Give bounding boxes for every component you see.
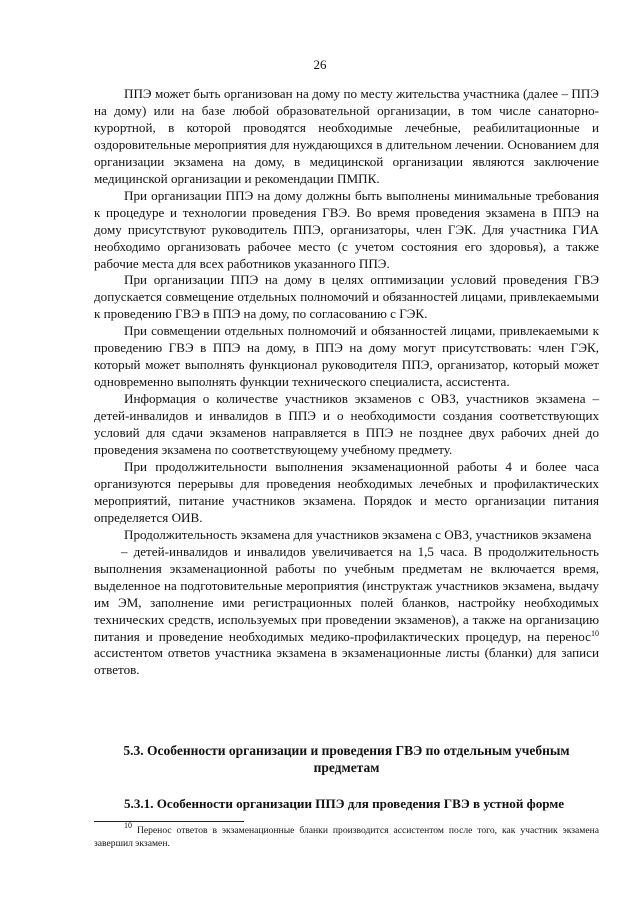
footnote-reference: 10 [591, 628, 599, 638]
paragraph-home-exam-location: ППЭ может быть организован на дому по месту жительства участника (далее – ППЭ на дому) или на базе любой образовательной организации, в том числе санаторно-курортной, в которой проводятся необходимые лечебные, реабилитационные и оздоровительные мероприятия для нуждающихся в длительном лечении. Основанием для организации экзамена на дому, в медицинской организации являются заключение медицинской организации и рекомендации ПМПК. [94, 86, 599, 186]
body-text [94, 86, 599, 679]
footnote-divider [94, 821, 244, 822]
footnote-number: 10 [124, 821, 132, 830]
paragraph-combined-roles: При совмещении отдельных полномочий и обязанностей лицами, привлекаемыми к проведению ГВЭ в ППЭ на дому, в ППЭ на дому могут присутствовать: член ГЭК, который может выполнять функционал руководителя ППЭ, организатор, который может одновременно выполнять функции технического специалиста, ассистента. [94, 323, 599, 390]
paragraph-duration-extension [94, 544, 599, 680]
paragraph-minimum-requirements: При организации ППЭ на дому должны быть выполнены минимальные требования к процедуре и технологии проведения ГВЭ. Во время проведения экзамена в ППЭ на дому присутствуют руководитель ППЭ, организаторы, член ГЭК. Для участника ГИА необходимо организовать рабочее место (с учетом состояния его здоровья), а также рабочие места для всех работников указанного ППЭ. [94, 187, 599, 271]
paragraph-breaks-and-meals: При продолжительности выполнения экзаменационной работы 4 и более часа организуются перерывы для проведения необходимых лечебных и профилактических мероприятий, питание участников экзамена. Порядок и место организации питания определяется ОИВ. [94, 458, 599, 525]
paragraph-participant-info: Информация о количестве участников экзаменов с ОВЗ, участников экзамена – детей-инвалидов и инвалидов в ППЭ и о необходимости создания соответствующих условий для сдачи экзаменов направляется в ППЭ не позднее двух рабочих дней до проведения экзамена по соответствующему учебному предмету. [94, 391, 599, 458]
subsection-heading: 5.3.1. Особенности организации ППЭ для проведения ГВЭ в устной форме [124, 796, 565, 811]
section-heading: 5.3. Особенности организации и проведения ГВЭ по отдельным учебным предметам [123, 743, 570, 775]
duration-text-end: ассистентом ответов участника экзамена в экзаменационные листы (бланки) для записи ответов. [94, 645, 599, 678]
duration-text: – детей-инвалидов и инвалидов увеличивается на 1,5 часа. В продолжительность выполнения экзаменационной работы по учебным предметам не включается время, выделенное на подготовительные мероприятия (инструктаж участников экзамена, выдачу им ЭМ, заполнение ими регистрационных полей бланков, настройку необходимых технических средств, используемых при проведении экзаменов), а также на организацию питания и проведение необходимых медико-профилактических процедур, на перенос [94, 543, 599, 644]
page-number: 26 [313, 57, 327, 72]
footnote [94, 821, 599, 850]
paragraph-combining-duties: При организации ППЭ на дому в целях оптимизации условий проведения ГВЭ допускается совмещение отдельных полномочий и обязанностей лицами, привлекаемыми к проведению ГВЭ в ППЭ на дому, по согласованию с ГЭК. [94, 272, 599, 322]
paragraph-exam-duration: Продолжительность экзамена для участников экзамена с ОВЗ, участников экзамена [124, 526, 592, 542]
footnote-text: Перенос ответов в экзаменационные бланки производится ассистентом после того, как участник экзамена завершил экзамен. [94, 825, 599, 849]
